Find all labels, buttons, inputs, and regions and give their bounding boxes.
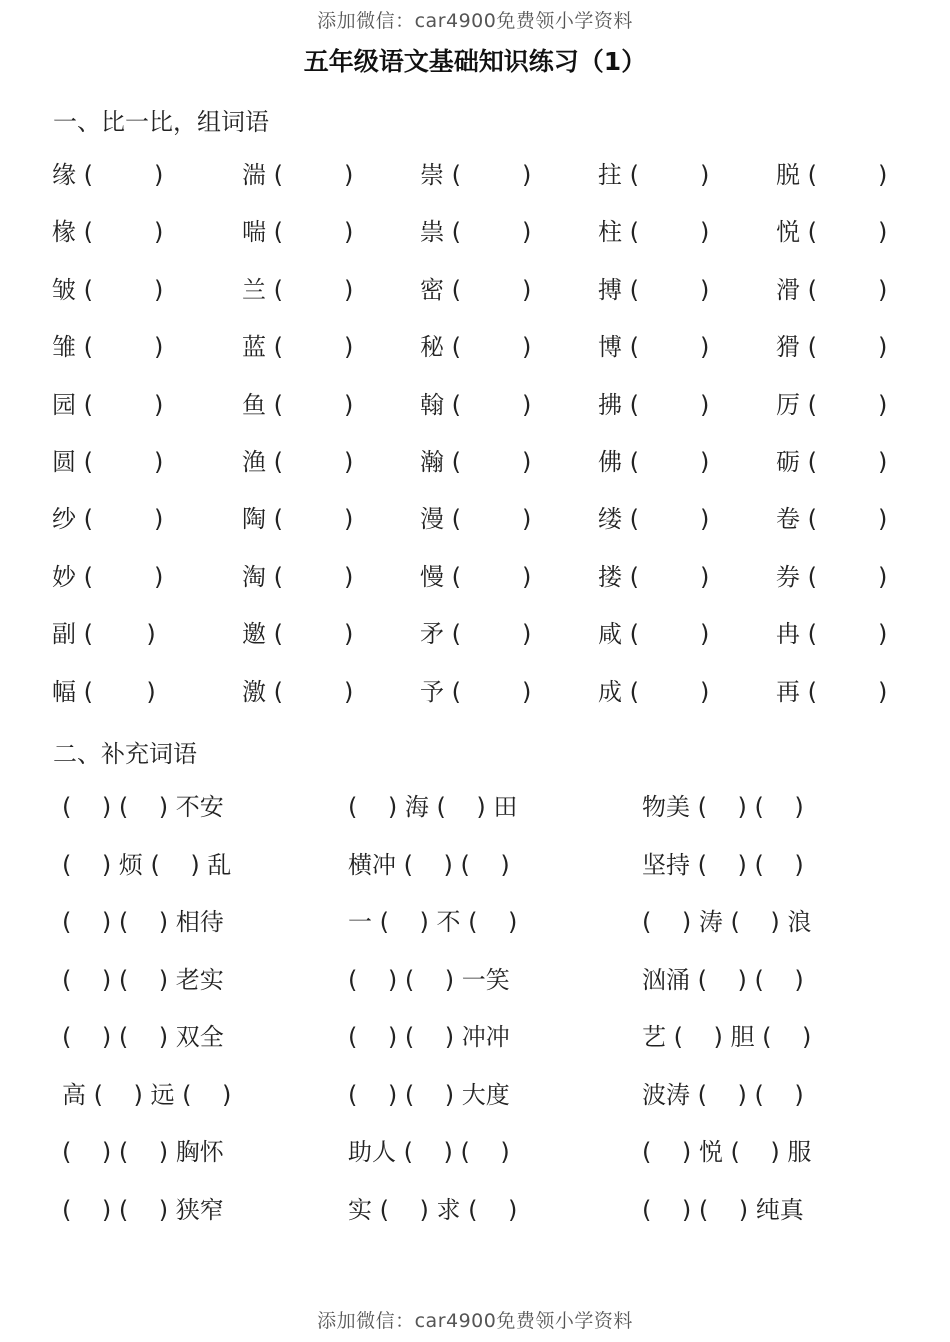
word-blank-item[interactable]: 湍 ( ) (242, 161, 354, 189)
word-blank-item[interactable]: 幅 ( ) (52, 677, 156, 706)
word-blank-item[interactable]: 陶 ( ) (242, 505, 354, 534)
compare-row (0, 557, 950, 597)
word-blank-item[interactable]: 冉 ( ) (776, 620, 888, 649)
idiom-blank-item[interactable]: ( ) ( ) 双全 (62, 1023, 224, 1051)
idiom-row (0, 1190, 950, 1230)
idiom-row (0, 1075, 950, 1115)
idiom-blank-item[interactable]: ( ) 海 ( ) 田 (348, 793, 518, 821)
word-blank-item[interactable]: 悦 ( ) (776, 218, 888, 247)
word-blank-item[interactable]: 副 ( ) (52, 620, 156, 649)
idiom-blank-item[interactable]: ( ) ( ) 纯真 (642, 1195, 804, 1224)
word-blank-item[interactable]: 再 ( ) (776, 677, 888, 706)
word-blank-item[interactable]: 淘 ( ) (242, 562, 354, 591)
word-blank-item[interactable]: 妙 ( ) (52, 562, 164, 591)
word-blank-item[interactable]: 邀 ( ) (242, 620, 354, 649)
idiom-blank-item[interactable]: ( ) ( ) 相待 (62, 908, 224, 936)
watermark-bottom: 添加微信：car4900免费领小学资料 (317, 1310, 633, 1332)
word-blank-item[interactable]: 祟 ( ) (420, 218, 532, 247)
idiom-blank-item[interactable]: ( ) ( ) 一笑 (348, 965, 510, 994)
word-blank-item[interactable]: 蓝 ( ) (242, 333, 354, 362)
idiom-blank-item[interactable]: ( ) ( ) 胸怀 (62, 1138, 224, 1166)
idiom-blank-item[interactable]: ( ) ( ) 大度 (348, 1080, 510, 1109)
word-blank-item[interactable]: 漫 ( ) (420, 505, 532, 534)
section-1-heading: 一、比一比，组词语 (53, 108, 269, 136)
idiom-blank-item[interactable]: ( ) ( ) 不安 (62, 793, 224, 821)
idiom-blank-item[interactable]: ( ) ( ) 冲冲 (348, 1023, 510, 1051)
compare-row (0, 672, 950, 712)
word-blank-item[interactable]: 拄 ( ) (598, 161, 710, 189)
word-blank-item[interactable]: 园 ( ) (52, 390, 164, 419)
word-blank-item[interactable]: 券 ( ) (776, 562, 888, 591)
compare-row (0, 327, 950, 367)
compare-row (0, 614, 950, 654)
word-blank-item[interactable]: 圆 ( ) (52, 448, 164, 476)
word-blank-item[interactable]: 兰 ( ) (242, 275, 354, 304)
word-blank-item[interactable]: 搂 ( ) (598, 562, 710, 591)
word-blank-item[interactable]: 滑 ( ) (776, 275, 888, 304)
word-blank-item[interactable]: 成 ( ) (598, 677, 710, 706)
word-blank-item[interactable]: 渔 ( ) (242, 448, 354, 476)
idiom-row (0, 902, 950, 942)
idiom-blank-item[interactable]: 高 ( ) 远 ( ) (62, 1080, 232, 1109)
idiom-blank-item[interactable]: 艺 ( ) 胆 ( ) (642, 1023, 812, 1051)
word-blank-item[interactable]: 拂 ( ) (598, 390, 710, 419)
word-blank-item[interactable]: 激 ( ) (242, 677, 354, 706)
word-blank-item[interactable]: 搏 ( ) (598, 275, 710, 304)
section-2-heading: 二、补充词语 (53, 740, 197, 768)
idiom-blank-item[interactable]: 实 ( ) 求 ( ) (348, 1195, 518, 1224)
word-blank-item[interactable]: 卷 ( ) (776, 505, 888, 534)
idiom-row (0, 845, 950, 885)
word-blank-item[interactable]: 喘 ( ) (242, 218, 354, 247)
idiom-blank-item[interactable]: 坚持 ( ) ( ) (642, 850, 804, 879)
word-blank-item[interactable]: 缘 ( ) (52, 161, 164, 189)
word-blank-item[interactable]: 矛 ( ) (420, 620, 532, 649)
word-blank-item[interactable]: 椽 ( ) (52, 218, 164, 247)
word-blank-item[interactable]: 博 ( ) (598, 333, 710, 362)
compare-row (0, 270, 950, 310)
idiom-blank-item[interactable]: 波涛 ( ) ( ) (642, 1080, 804, 1109)
idiom-blank-item[interactable]: 横冲 ( ) ( ) (348, 850, 510, 879)
word-blank-item[interactable]: 翰 ( ) (420, 390, 532, 419)
word-blank-item[interactable]: 柱 ( ) (598, 218, 710, 247)
word-blank-item[interactable]: 鱼 ( ) (242, 390, 354, 419)
word-blank-item[interactable]: 雏 ( ) (52, 333, 164, 362)
word-blank-item[interactable]: 咸 ( ) (598, 620, 710, 649)
compare-row (0, 442, 950, 482)
watermark-top: 添加微信：car4900免费领小学资料 (317, 10, 633, 32)
idiom-blank-item[interactable]: ( ) ( ) 老实 (62, 965, 224, 994)
idiom-blank-item[interactable]: 物美 ( ) ( ) (642, 793, 804, 821)
idiom-blank-item[interactable]: 一 ( ) 不 ( ) (348, 908, 518, 936)
compare-row (0, 385, 950, 425)
idiom-blank-item[interactable]: ( ) 悦 ( ) 服 (642, 1138, 812, 1166)
word-blank-item[interactable]: 皱 ( ) (52, 275, 164, 304)
word-blank-item[interactable]: 猾 ( ) (776, 333, 888, 362)
word-blank-item[interactable]: 慢 ( ) (420, 562, 532, 591)
word-blank-item[interactable]: 脱 ( ) (776, 161, 888, 189)
idiom-row (0, 1017, 950, 1057)
idiom-blank-item[interactable]: ( ) ( ) 狭窄 (62, 1195, 224, 1224)
word-blank-item[interactable]: 秘 ( ) (420, 333, 532, 362)
word-blank-item[interactable]: 佛 ( ) (598, 448, 710, 476)
compare-row (0, 212, 950, 252)
word-blank-item[interactable]: 予 ( ) (420, 677, 532, 706)
word-blank-item[interactable]: 砺 ( ) (776, 448, 888, 476)
idiom-blank-item[interactable]: 汹涌 ( ) ( ) (642, 965, 804, 994)
compare-row (0, 499, 950, 539)
idiom-blank-item[interactable]: ( ) 烦 ( ) 乱 (62, 850, 232, 879)
word-blank-item[interactable]: 厉 ( ) (776, 390, 888, 419)
word-blank-item[interactable]: 缕 ( ) (598, 505, 710, 534)
word-blank-item[interactable]: 纱 ( ) (52, 505, 164, 534)
idiom-row (0, 960, 950, 1000)
word-blank-item[interactable]: 瀚 ( ) (420, 448, 532, 476)
page-title: 五年级语文基础知识练习（1） (303, 47, 647, 76)
word-blank-item[interactable]: 崇 ( ) (420, 161, 532, 189)
word-blank-item[interactable]: 密 ( ) (420, 275, 532, 304)
idiom-row (0, 1132, 950, 1172)
idiom-blank-item[interactable]: 助人 ( ) ( ) (348, 1138, 510, 1166)
idiom-row (0, 787, 950, 827)
compare-row (0, 155, 950, 195)
idiom-blank-item[interactable]: ( ) 涛 ( ) 浪 (642, 908, 812, 936)
